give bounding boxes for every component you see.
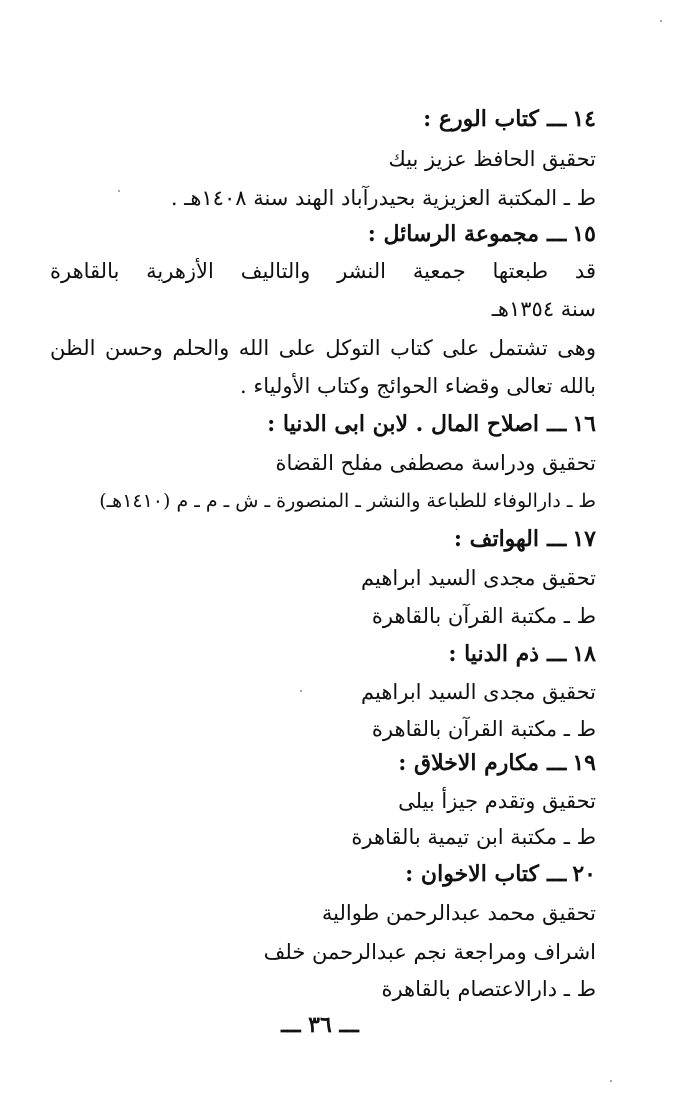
page-number: ـــ ٣٦ ـــ <box>281 1012 359 1038</box>
entry-line: ط ـ مكتبة القرآن بالقاهرة <box>371 604 596 628</box>
entry-heading <box>267 409 596 439</box>
entry-heading <box>454 524 596 554</box>
entry-dash: ـــ <box>547 641 567 667</box>
scan-speck <box>610 1080 612 1082</box>
entry-number: ٢٠ <box>572 861 596 887</box>
scan-speck <box>118 190 120 192</box>
entry-number: ١٨ <box>572 641 596 667</box>
entry-title: ذم الدنيا : <box>448 641 540 667</box>
entry-line: تحقيق الحافظ عزيز بيك <box>388 147 596 171</box>
entry-dash: ـــ <box>547 526 567 552</box>
scan-speck <box>660 20 662 22</box>
entry-line: تحقيق مجدى السيد ابراهيم <box>361 566 596 590</box>
entry-title: مجموعة الرسائل : <box>367 221 540 247</box>
entry-number: ١٥ <box>572 221 596 247</box>
entry-line: تحقيق ودراسة مصطفى مفلح القضاة <box>275 451 596 475</box>
entry-line: تحقيق وتقدم جيزأ بيلى <box>398 789 596 813</box>
entry-heading <box>398 748 596 778</box>
entry-dash: ـــ <box>547 106 567 132</box>
entry-dash: ـــ <box>547 861 567 887</box>
entry-line: ط ـ المكتبة العزيزية بحيدرآباد الهند سنة ١٤٠٨هـ . <box>170 186 596 210</box>
entry-title: كتاب الورع : <box>423 106 540 132</box>
entry-line: قد طبعتها جمعية النشر والتاليف الأزهرية بالقاهرة <box>50 259 596 283</box>
entry-line: اشراف ومراجعة نجم عبدالرحمن خلف <box>263 940 596 964</box>
entry-dash: ـــ <box>547 221 567 247</box>
entry-title: كتاب الاخوان : <box>405 861 540 887</box>
entry-title: الهواتف : <box>453 526 540 552</box>
entry-heading <box>368 219 596 249</box>
entry-title: مكارم الاخلاق : <box>398 750 540 776</box>
entry-line: ط ـ دارالوفاء للطباعة والنشر ـ المنصورة ـ ش ـ م ـ م (١٤١٠هـ) <box>99 490 596 512</box>
entry-heading <box>405 859 596 889</box>
entry-line: ط ـ مكتبة القرآن بالقاهرة <box>371 717 596 741</box>
entry-dash: ـــ <box>547 750 567 776</box>
entry-number: ١٧ <box>572 526 596 552</box>
entry-dash: ـــ <box>547 411 567 437</box>
entry-line: تحقيق محمد عبدالرحمن طوالية <box>321 901 596 925</box>
entry-heading <box>448 639 596 669</box>
entry-line: تحقيق مجدى السيد ابراهيم <box>361 680 596 704</box>
entry-line: وهى تشتمل على كتاب التوكل على الله والحلم وحسن الظن <box>50 336 596 360</box>
entry-number: ١٩ <box>572 750 596 776</box>
entry-line: بالله تعالى وقضاء الحوائج وكتاب الأولياء . <box>240 374 596 398</box>
entry-heading <box>423 104 596 134</box>
entry-line: ط ـ دارالاعتصام بالقاهرة <box>381 977 596 1001</box>
entry-line: سنة ١٣٥٤هـ <box>491 297 596 321</box>
entry-line: ط ـ مكتبة ابن تيمية بالقاهرة <box>351 825 596 849</box>
scan-speck <box>300 690 302 692</box>
entry-number: ١٤ <box>572 106 596 132</box>
entry-number: ١٦ <box>572 411 596 437</box>
entry-title: اصلاح المال . لابن ابى الدنيا : <box>267 411 540 437</box>
